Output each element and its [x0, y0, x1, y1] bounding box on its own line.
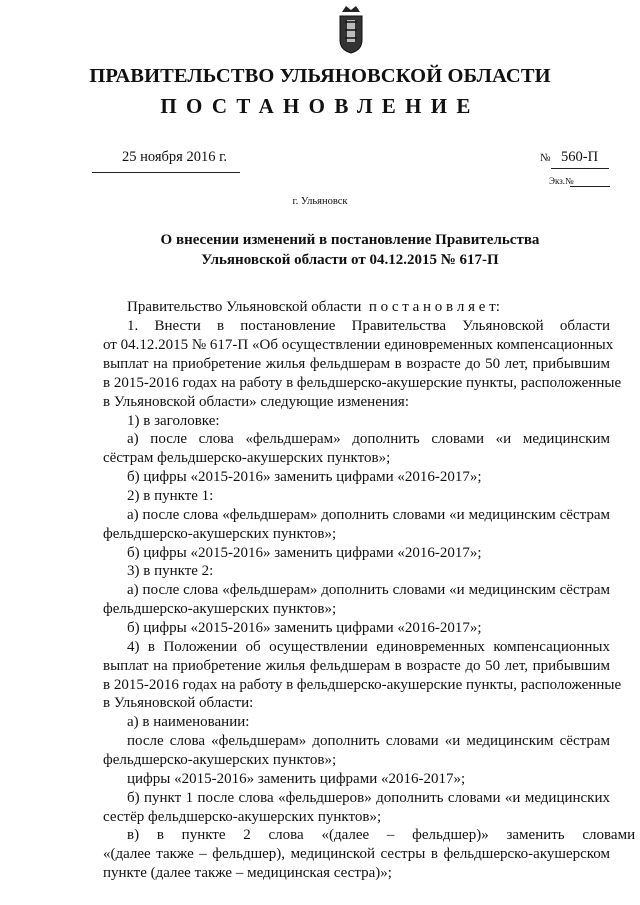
body-line: а) после слова «фельдшерам» дополнить словами «и медицинским	[127, 431, 610, 447]
copy-number-label: Экз.№	[549, 176, 574, 186]
date-underline	[92, 172, 240, 173]
document-title	[0, 230, 640, 270]
body-line: фельдшерско-акушерских пунктов»;	[103, 752, 337, 768]
body-line: а) после слова «фельдшерам» дополнить словами «и медицинским сёстрам	[127, 507, 610, 523]
body-line: сестёр фельдшерско-акушерских пунктов»;	[103, 809, 382, 825]
body-line: цифры «2015-2016» заменить цифрами «2016-2017»;	[127, 771, 466, 787]
document-number: 560-П	[561, 149, 599, 165]
body-line: фельдшерско-акушерских пунктов»;	[103, 601, 337, 617]
body-line: б) цифры «2015-2016» заменить цифрами «2016-2017»;	[127, 469, 482, 485]
body-line: пункте (далее также – медицинская сестра)»;	[103, 865, 392, 881]
coat-of-arms-icon	[336, 4, 366, 54]
city: г. Ульяновск	[292, 196, 348, 207]
body-line: фельдшерско-акушерских пунктов»;	[103, 526, 337, 542]
body-line: в) в пункте 2 слова «(далее – фельдшер)» заменить словами	[127, 827, 636, 843]
body-line: 1. Внести в постановление Правительства Ульяновской области	[127, 318, 610, 334]
body-line: 3) в пункте 2:	[127, 563, 214, 579]
body-line: от 04.12.2015 № 617-П «Об осуществлении единовременных компенсационных	[103, 337, 614, 353]
body-line: б) пункт 1 после слова «фельдшеров» дополнить словами «и медицинских	[127, 790, 610, 806]
body-line: выплат на приобретение жилья фельдшерам в возрасте до 50 лет, прибывшим	[103, 658, 610, 674]
body-line: б) цифры «2015-2016» заменить цифрами «2016-2017»;	[127, 545, 482, 561]
government-name: ПРАВИТЕЛЬСТВО УЛЬЯНОВСКОЙ ОБЛАСТИ	[89, 65, 551, 87]
body-line: сёстрам фельдшерско-акушерских пунктов»;	[103, 450, 391, 466]
body-line: в Ульяновской области:	[103, 695, 254, 711]
body-line: а) после слова «фельдшерам» дополнить словами «и медицинским сёстрам	[127, 582, 610, 598]
title-line: Ульяновской области от 04.12.2015 № 617-П	[201, 252, 499, 268]
body-line: Правительство Ульяновской области п о с т а н о в л я е т:	[127, 299, 500, 315]
body-line: «(далее также – фельдшер), медицинской сестры в фельдшерско-акушерском	[103, 846, 610, 862]
body-line: выплат на приобретение жилья фельдшерам в возрасте до 50 лет, прибывшим	[103, 356, 610, 372]
body-line: 2) в пункте 1:	[127, 488, 214, 504]
body-line: б) цифры «2015-2016» заменить цифрами «2016-2017»;	[127, 620, 482, 636]
body-line: в 2015-2016 годах на работу в фельдшерско-акушерские пункты, расположенные	[103, 677, 622, 693]
number-underline	[551, 168, 609, 169]
document-date: 25 ноября 2016 г.	[122, 149, 228, 165]
body-line: 1) в заголовке:	[127, 413, 220, 429]
body-line: а) в наименовании:	[127, 714, 250, 730]
document-type: ПОСТАНОВЛЕНИЕ	[160, 94, 480, 118]
body-line: 4) в Положении об осуществлении единовременных компенсационных	[127, 639, 610, 655]
body-line: в Ульяновской области» следующие изменения:	[103, 394, 409, 410]
title-line: О внесении изменений в постановление Правительства	[160, 232, 540, 248]
copy-number-underline	[570, 186, 610, 187]
number-prefix: №	[540, 152, 551, 164]
body-line: в 2015-2016 годах на работу в фельдшерско-акушерские пункты, расположенные	[103, 375, 622, 391]
body-line: после слова «фельдшерам» дополнить словами «и медицинским сёстрам	[127, 733, 610, 749]
